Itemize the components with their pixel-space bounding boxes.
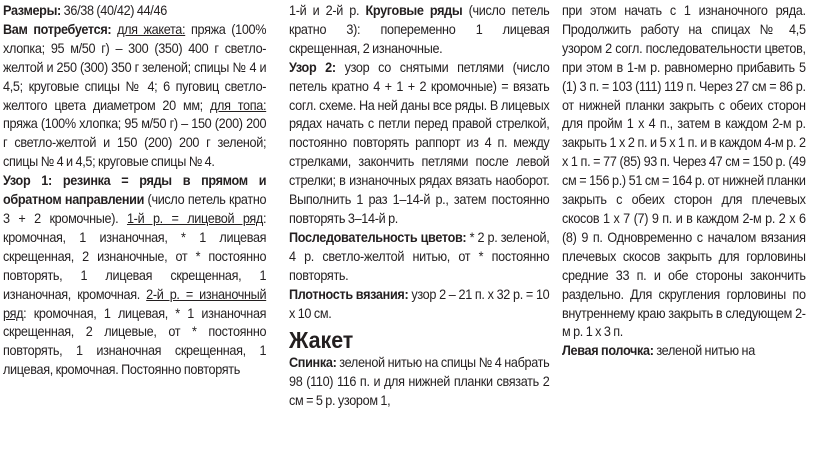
colors-label: Последовательность цветов: xyxy=(289,229,467,245)
left-front-paragraph xyxy=(562,342,806,361)
pattern2-paragraph xyxy=(289,59,549,229)
left-front-text: зеленой нитью на xyxy=(653,343,755,359)
colors-text: * 2 р. зеленой, 4 р. светло-желтой нитью, от * постоянно повторять. xyxy=(289,229,550,283)
row2-label: 2-й р. = изнаночный ряд xyxy=(3,286,267,321)
jacket-materials-label: для жакета: xyxy=(117,21,186,37)
pattern1-title: резинка = ряды в прямом и обратном направлении xyxy=(3,173,267,208)
materials-label: Вам потребуется: xyxy=(3,21,112,37)
back-continued-paragraph xyxy=(562,2,806,342)
round-rows-label: Круговые ряды xyxy=(365,3,463,18)
left-front-label: Левая полочка: xyxy=(562,343,654,359)
pattern1-text: (число петель кратно 3 + 2 кромочные). xyxy=(3,192,267,226)
row1-text: : кромочная, 1 изнаночная, * 1 лицевая скрещенная, 2 изнаночные, от * постоянно повторять, 1 лицевая скрещенная, 1 изнаночная, кромочная. xyxy=(3,210,267,302)
density-text: узор 2 – 21 п. х 32 р. = 10 х 10 см. xyxy=(289,286,550,321)
row2-text: : кромочная, 1 лицевая, * 1 изнаночная скрещенная, 2 лицевые, от * постоянно повторять, 1 изнаночная скрещенная, 1 лицевая, кромочная. Постоянно повторять xyxy=(3,305,267,378)
column-3 xyxy=(562,2,806,361)
sizes-label: Размеры: xyxy=(3,3,61,18)
back-continued-text: при этом начать с 1 изнаночного ряда. Продолжить работу на спицах № 4,5 узором 2 согл. последовательности цветов, при этом в 1-м р. равномерно прибавить 5 (1) 3 п. = 103 (111) 119 п. Через 27 см = 86 р. от нижней планки закрыть с обеих сторон для пройм 1 х 4 п., затем в каждом 2-м р. закрыть 1 х 2 п. и 5 х 1 п. и в каждом 4-м р. 2 х 1 п. = 77 (85) 93 п. Через 47 см = 150 р. (49 см = 156 р.) 51 см = 164 р. от нижней планки закрыть с обеих сторон для плечевых скосов 1 х 7 (7) 9 п. и в каждом 2-м р. 2 х 6 (8) 9 п. Одновременно с началом вязания плечевых скосов закрыть для горловины средние 33 п. и обе стороны закончить раздельно. Для скругления горловины по внутреннему краю закрыть в следующем 2-м р. 1 х 3 п. xyxy=(562,3,806,340)
section-heading: Жакет xyxy=(289,327,354,354)
pattern2-text: узор со снятыми петлями (число петель кратно 4 + 1 + 2 кромочные) = вязать согл. схеме. На ней даны все ряды. В лицевых рядах начать с петли перед правой стрелкой, постоянно повторять раппорт из 4 п. между стрелками, закончить петлями после левой стрелки; в изнаночных рядах вязать наоборот. Выполнить 1 раз 1–14-й р., затем постоянно повторять 3–14-й р. xyxy=(289,59,550,226)
continuation-text: 1-й и 2-й р. xyxy=(289,3,366,18)
row1-label: 1-й р. = лицевой ряд xyxy=(126,210,263,226)
sizes-paragraph xyxy=(3,2,266,21)
column-2 xyxy=(289,2,549,411)
back-label: Спинка: xyxy=(289,355,337,371)
back-text: зеленой нитью на спицы № 4 набрать 98 (110) 116 п. и для нижней планки связать 2 см = 5 р. узором 1, xyxy=(289,355,550,409)
top-materials-label: для топа: xyxy=(209,97,267,113)
top-materials-text: пряжа (100% хлопка; 95 м/50 г) – 150 (200) 200 г светло-желтой и 150 (200) 200 г зеленой; спицы № 4 и 4,5; круговые спицы № 4. xyxy=(3,116,267,170)
back-paragraph xyxy=(289,354,549,411)
colors-paragraph xyxy=(289,229,549,286)
density-label: Плотность вязания: xyxy=(289,286,409,302)
round-rows-paragraph xyxy=(289,2,549,59)
pattern1-paragraph xyxy=(3,172,266,380)
materials-paragraph xyxy=(3,21,266,172)
column-1 xyxy=(3,2,266,380)
jacket-materials-text: пряжа (100% хлопка; 95 м/50 г) – 300 (350) 400 г светло-желтой и 250 (300) 350 г зеленой; спицы № 4 и 4,5; круговые спицы № 4; 6 пуговиц светло-желтого цвета диаметром 20 мм; xyxy=(3,21,267,113)
pattern2-label: Узор 2: xyxy=(289,59,336,75)
density-paragraph xyxy=(289,286,549,324)
round-rows-text: (число петель кратно 3): попеременно 1 лицевая скрещенная, 2 изнаночные. xyxy=(289,3,550,56)
pattern1-label: Узор 1: xyxy=(3,173,52,189)
sizes-value: 36/38 (40/42) 44/46 xyxy=(60,3,167,18)
